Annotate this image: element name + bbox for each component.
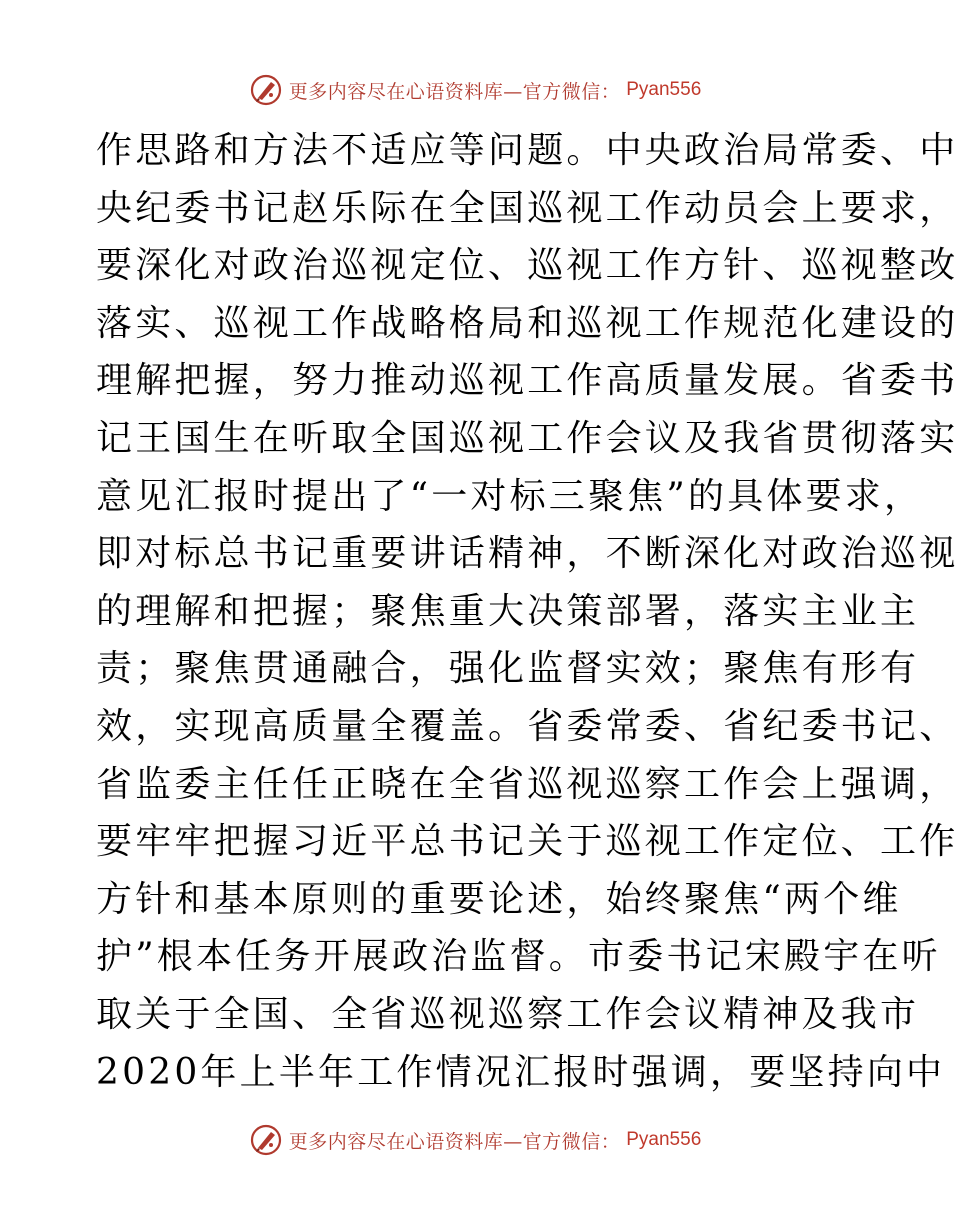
text-line: 的理解和把握；聚焦重大决策部署，落实主业主 xyxy=(96,590,920,632)
text-line: 要深化对政治巡视定位、巡视工作方针、巡视整改 xyxy=(96,245,958,287)
text-line: 央纪委书记赵乐际在全国巡视工作动员会上要求， xyxy=(96,187,958,229)
text-line: 效，实现高质量全覆盖。省委常委、省纪委书记、 xyxy=(96,705,958,747)
quill-pen-logo-icon xyxy=(249,73,283,107)
text-line: 即对标总书记重要讲话精神，不断深化对政治巡视 xyxy=(96,533,958,575)
header-watermark xyxy=(0,70,950,110)
text-line: 方针和基本原则的重要论述，始终聚焦“两个维 xyxy=(96,878,902,920)
text-line: 省监委主任任正晓在全省巡视巡察工作会上强调， xyxy=(96,763,958,805)
watermark-wechat-id: Pyan556 xyxy=(626,1129,702,1150)
text-line: 取关于全国、全省巡视巡察工作会议精神及我市 xyxy=(96,993,920,1035)
text-line: 要牢牢把握习近平总书记关于巡视工作定位、工作 xyxy=(96,821,958,863)
text-line: 意见汇报时提出了“一对标三聚焦”的具体要求， xyxy=(96,475,924,517)
text-line: 作思路和方法不适应等问题。中央政治局常委、中 xyxy=(96,130,958,171)
document-body xyxy=(96,122,958,1101)
text-line: 护”根本任务开展政治监督。市委书记宋殿宇在听 xyxy=(96,936,941,978)
text-line: 记王国生在听取全国巡视工作会议及我省贯彻落实 xyxy=(96,417,958,459)
footer-watermark xyxy=(0,1120,950,1160)
text-line: 理解把握，努力推动巡视工作高质量发展。省委书 xyxy=(96,360,958,402)
text-line: 2020年上半年工作情况汇报时强调，要坚持向中 xyxy=(96,1051,946,1093)
text-line: 责；聚焦贯通融合，强化监督实效；聚焦有形有 xyxy=(96,648,920,690)
quill-pen-logo-icon xyxy=(249,1123,283,1157)
watermark-text: 更多内容尽在心语资料库—官方微信： xyxy=(288,1130,621,1153)
watermark-wechat-id: Pyan556 xyxy=(626,79,702,100)
watermark-text: 更多内容尽在心语资料库—官方微信： xyxy=(288,80,621,103)
text-line: 落实、巡视工作战略格局和巡视工作规范化建设的 xyxy=(96,302,958,344)
